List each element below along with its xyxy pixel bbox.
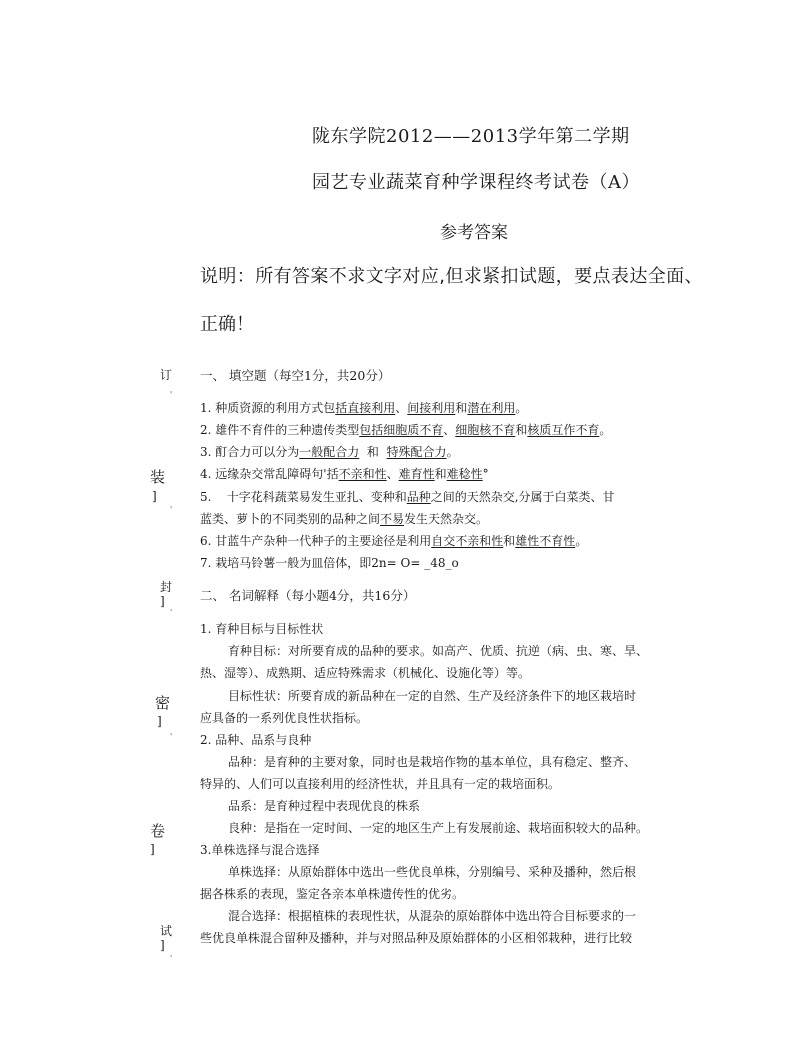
binding-tick: ': [170, 505, 173, 514]
definition-line: 热、湿等）、成熟期、适应特殊需求（机械化、设施化等）等。: [200, 666, 531, 680]
question-7: 7. 栽培马铃薯一般为皿倍体，即2n= O= _48_o: [200, 556, 459, 570]
definition-line: 育种目标：对所要育成的品种的要求。如高产、优质、抗逆（病、虫、寒、旱、: [228, 644, 649, 658]
section1-heading: 一、 填空题（每空1分，共20分）: [200, 368, 391, 383]
definition-line: 目标性状：所要育成的新品种在一定的自然、生产及经济条件下的地区栽培时: [228, 689, 637, 703]
definition-line: 品系：是育种过程中表现优良的株系: [228, 799, 421, 813]
question-6: 6. 甘蓝牛产杂种一代种子的主要途径是利用自交不亲和性和雄性不育性。: [200, 534, 588, 548]
answer-blank: 特殊配合力: [386, 445, 447, 459]
term-heading: 1. 育种目标与目标性状: [200, 622, 324, 636]
binding-bracket: ]: [157, 714, 162, 728]
answer-blank: 细胞核不育: [455, 423, 516, 437]
answer-blank: 核质互作不育: [527, 423, 600, 437]
definition-line: 特异的、人们可以直接利用的经济性状，并且具有一定的栽培面积。: [200, 777, 561, 791]
instruction-line2: 正确！: [200, 314, 254, 335]
binding-char-mi: 密: [155, 694, 171, 712]
definition-line: 些优良单株混合留种及播种，并与对照品种及原始群体的小区相邻栽种，进行比较: [200, 931, 633, 945]
answer-blank: 自交不亲和性: [431, 534, 504, 548]
definition-line: 据各株系的表现，鉴定各亲本单株遗传性的优劣。: [200, 887, 465, 901]
definition-line: 品种：是育种的主要对象，同时也是栽培作物的基本单位，具有稳定、整齐、: [228, 755, 637, 769]
binding-bracket: ]: [150, 842, 155, 856]
question-1: 1. 种质资源的利用方式包括直接利用、间接利用和潜在利用。: [200, 401, 528, 415]
binding-char-juan: 卷: [150, 822, 166, 840]
answer-blank: 不亲和性: [338, 467, 387, 481]
exam-title-line2: 园艺专业蔬菜育种学课程终考试卷（A）: [312, 172, 640, 193]
answer-blank: 一般配合力: [299, 445, 360, 459]
binding-char-ding: 订: [160, 368, 173, 382]
term-heading: 3.单株选择与混合选择: [200, 843, 320, 857]
binding-tick: ': [170, 608, 173, 617]
instruction-line1: 说明：所有答案不求文字对应,但求紧扣试题，要点表达全面、: [200, 266, 703, 287]
question-4: 4. 远缘杂交常乱障碍句'括不亲和性、难育性和难稔性°: [200, 467, 489, 481]
question-5-cont: 蓝类、萝卜的不同类别的品种之间不易发生天然杂交。: [200, 512, 489, 526]
answer-blank: 难育性: [398, 467, 435, 481]
term-heading: 2. 品种、品系与良种: [200, 733, 312, 747]
binding-tick: ': [170, 732, 173, 741]
answer-blank: 品种: [406, 490, 431, 504]
question-5: 5. 十字花科蔬菜易发生亚扎、变种和品种之间的天然杂交,分属于白菜类、甘: [200, 490, 615, 504]
binding-tick: ': [170, 390, 173, 399]
exam-title-line1: 陇东学院2012——2013学年第二学期: [312, 126, 630, 147]
binding-tick: ': [170, 954, 173, 963]
exam-title-line3: 参考答案: [440, 223, 508, 243]
binding-bracket: ]: [160, 938, 165, 952]
section2-heading: 二、 名词解释（每小题4分，共16分）: [200, 588, 416, 603]
binding-bracket: ]: [152, 489, 157, 503]
answer-blank: 括直接利用: [335, 401, 396, 415]
definition-line: 单株选择：从原始群体中选出一些优良单株，分别编号、采种及播种，然后根: [228, 865, 637, 879]
answer-blank: 不易: [380, 512, 405, 526]
definition-line: 混合选择：根据植株的表现性状，从混杂的原始群体中选出符合目标要求的一: [228, 909, 637, 923]
binding-bracket: ]: [160, 594, 165, 608]
binding-char-zhuang: 装: [150, 468, 166, 486]
answer-blank: 包括细胞质不育: [359, 423, 444, 437]
answer-blank: 间接利用: [407, 401, 456, 415]
binding-char-shi: 试: [160, 924, 173, 938]
binding-char-feng: 封: [160, 580, 173, 594]
question-2: 2. 雄件不育件的三种遗传类型包括细胞质不育、细胞核不育和核质互作不育。: [200, 423, 612, 437]
definition-line: 应具备的一系列优良性状指标。: [200, 711, 369, 725]
question-3: 3. 酊合力可以分为一般配合力 和 特殊配合力。: [200, 445, 459, 459]
answer-blank: 雄性不育性: [515, 534, 576, 548]
definition-line: 良种：是指在一定时间、一定的地区生产上有发展前途、栽培面积较大的品种。: [228, 821, 649, 835]
answer-blank: 难稔性: [446, 467, 483, 481]
answer-blank: 潜在利用: [467, 401, 516, 415]
